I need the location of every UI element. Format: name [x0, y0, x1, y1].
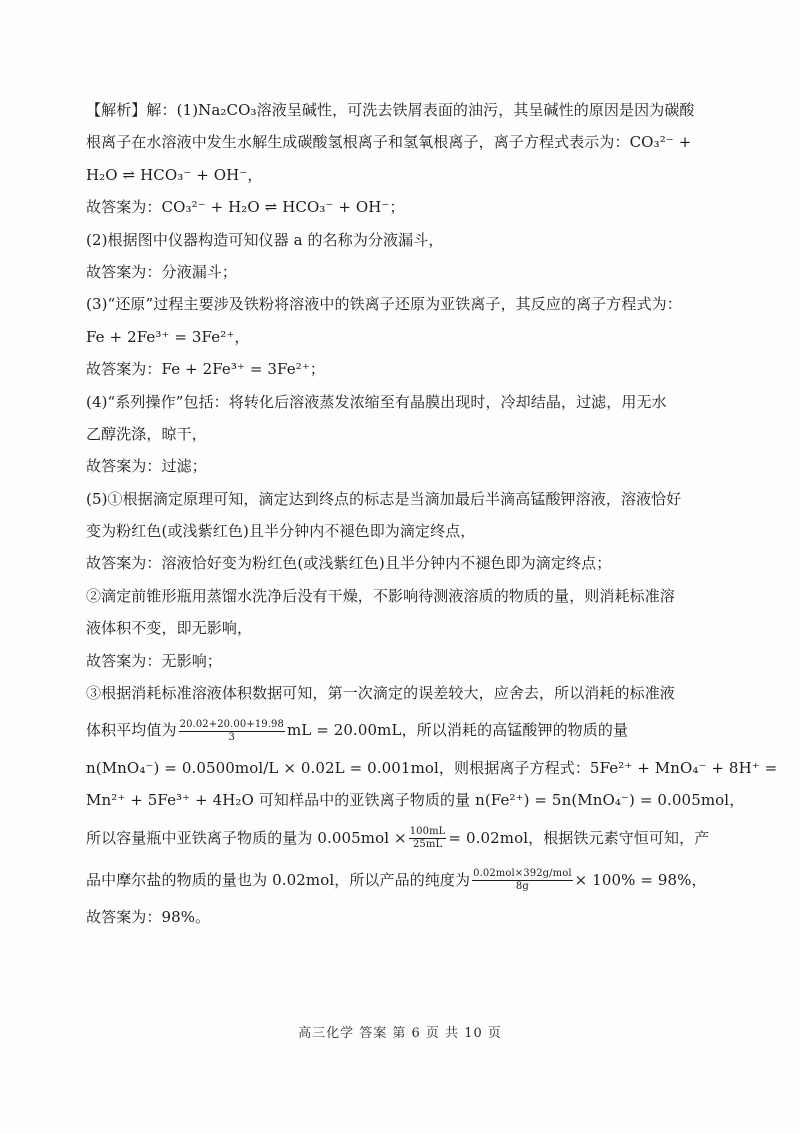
text-line: 乙醇洗涤，晾干， — [86, 424, 207, 443]
fraction-denominator: 3 — [228, 731, 236, 743]
text-line: 故答案为：无影响； — [86, 651, 222, 670]
text-line: Fe + 2Fe³⁺ = 3Fe²⁺， — [86, 327, 250, 346]
text-line: (3)“还原”过程主要涉及铁粉将溶液中的铁离子还原为亚铁离子，其反应的离子方程式为： — [86, 295, 682, 314]
text-line: 故答案为：分液漏斗； — [86, 262, 238, 281]
fraction-numerator: 100mL — [409, 826, 446, 838]
text-line: 故答案为：Fe + 2Fe³⁺ = 3Fe²⁺； — [86, 360, 325, 379]
text-line: 故答案为：过滤； — [86, 457, 207, 476]
text-line: 故答案为：98%。 — [86, 908, 211, 927]
fraction-numerator: 20.02+20.00+19.98 — [179, 718, 284, 730]
answer-analysis-text — [86, 100, 778, 940]
text-line: ③根据消耗标准溶液体积数据可知，第一次滴定的误差较大，应舍去，所以消耗的标准液 — [86, 684, 675, 703]
text-line-purity — [86, 865, 718, 895]
text-line: Mn²⁺ + 5Fe³⁺ + 4H₂O 可知样品中的亚铁离子物质的量 n(Fe²⁺) = 5n(MnO₄⁻) = 0.005mol， — [86, 791, 745, 810]
text-line: 故答案为：CO₃²⁻ + H₂O ⇌ HCO₃⁻ + OH⁻； — [86, 198, 405, 217]
text-line: 液体积不变，即无影响， — [86, 619, 253, 638]
text-line: (4)“系列操作”包括：将转化后溶液蒸发浓缩至有晶膜出现时，冷却结晶，过滤，用无水 — [86, 392, 667, 411]
fraction-volume-ratio — [409, 826, 447, 851]
text-segment: mL = 20.00mL，所以消耗的高锰酸钾的物质的量 — [286, 721, 629, 740]
fraction-purity — [472, 868, 573, 893]
text-segment: × 100% = 98%， — [574, 870, 707, 889]
text-line: 故答案为：溶液恰好变为粉红色(或浅紫红色)且半分钟内不褪色即为滴定终点； — [86, 554, 612, 573]
text-line: H₂O ⇌ HCO₃⁻ + OH⁻， — [86, 165, 263, 184]
text-line-flask-amount — [86, 823, 718, 853]
text-line-average-volume — [86, 715, 718, 745]
text-segment: 品中摩尔盐的物质的量也为 0.02mol，所以产品的纯度为 — [86, 870, 471, 889]
text-line: 变为粉红色(或浅紫红色)且半分钟内不褪色即为滴定终点， — [86, 522, 476, 541]
page-footer: 高三化学 答案 第 6 页 共 10 页 — [298, 1026, 502, 1041]
text-line: 【解析】解：(1)Na₂CO₃溶液呈碱性，可洗去铁屑表面的油污，其呈碱性的原因是因为碳酸 — [86, 101, 695, 119]
text-line: ②滴定前锥形瓶用蒸馏水洗净后没有干燥，不影响待测液溶质的物质的量，则消耗标准溶 — [86, 586, 675, 605]
text-segment: = 0.02mol，根据铁元素守恒可知，产 — [448, 828, 710, 847]
text-segment: 所以容量瓶中亚铁离子物质的量为 0.005mol × — [86, 828, 407, 847]
text-line: (5)①根据滴定原理可知，滴定达到终点的标志是当滴加最后半滴高锰酸钾溶液，溶液恰好 — [86, 489, 682, 508]
fraction-average-volume — [179, 719, 285, 744]
text-segment: 体积平均值为 — [86, 721, 177, 740]
fraction-denominator: 8g — [515, 881, 529, 893]
text-line: n(MnO₄⁻) = 0.0500mol/L × 0.02L = 0.001mol，则根据离子方程式：5Fe²⁺ + MnO₄⁻ + 8H⁺ = — [86, 758, 778, 777]
text-line: (2)根据图中仪器构造可知仪器 a 的名称为分液漏斗， — [86, 230, 444, 249]
fraction-numerator: 0.02mol×392g/mol — [473, 868, 572, 880]
text-line: 根离子在水溶液中发生水解生成碳酸氢根离子和氢氧根离子，离子方程式表示为：CO₃²⁻ + — [86, 133, 692, 152]
fraction-denominator: 25mL — [412, 839, 443, 851]
